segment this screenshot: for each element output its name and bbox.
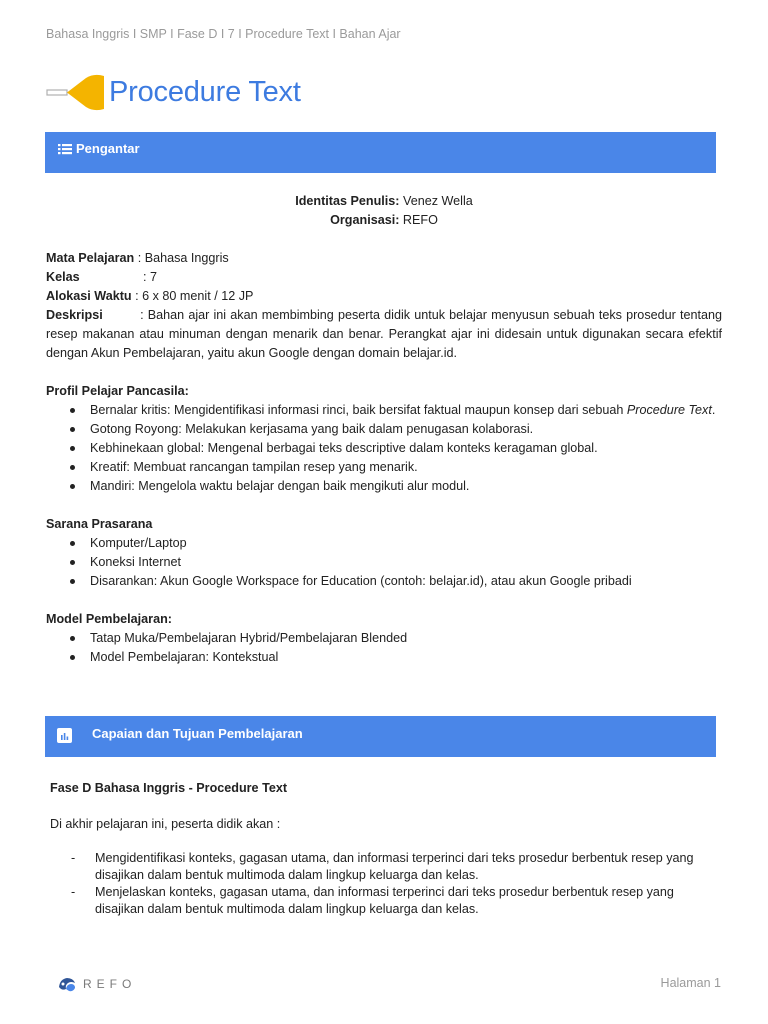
org-label: Organisasi:: [330, 213, 400, 227]
alokasi-value: : 6 x 80 menit / 12 JP: [131, 289, 254, 303]
profil-item-text: Bernalar kritis: Mengidentifikasi informasi rinci, baik bersifat faktual maupun konsep dari sebuah: [90, 403, 627, 417]
sarana-heading-text: Sarana Prasarana: [46, 517, 153, 531]
profil-heading-text: Profil Pelajar Pancasila:: [46, 384, 189, 398]
mapel-value: : Bahasa Inggris: [134, 251, 229, 265]
author-value: Venez Wella: [399, 194, 473, 208]
deskripsi-value: : Bahan ajar ini akan membimbing peserta didik untuk belajar menyusun sebuah teks prosedur tentang resep makanan atau minuman dengan menarik dan benar. Perangkat ajar ini didesain untuk digunakan secara efektif dengan Akun Pembelajaran, yaitu akun Google dengan domain belajar.id.: [46, 308, 722, 360]
model-list: [46, 629, 722, 667]
profil-list: [46, 401, 722, 496]
pengantar-content: [46, 192, 722, 667]
author-label: Identitas Penulis:: [295, 194, 400, 208]
kelas-value: : 7: [143, 270, 158, 284]
org-value: REFO: [399, 213, 438, 227]
deskripsi-label: Deskripsi: [46, 308, 103, 322]
profil-heading: [46, 382, 722, 401]
list-item: - Mengidentifikasi konteks, gagasan utama, dan informasi terperinci dari teks prosedur berbentuk resep yang disajikan dalam bentuk multimoda dalam lingkup keluarga dan kelas.: [50, 850, 722, 884]
fase-heading-text: Fase D Bahasa Inggris - Procedure Text: [50, 781, 288, 795]
list-icon: [58, 143, 72, 155]
footer-logo: [57, 975, 136, 993]
footer-logo-text: REFO: [83, 977, 137, 991]
profil-item-italic: Procedure Text: [626, 403, 712, 417]
model-heading-text: Model Pembelajaran:: [46, 612, 172, 626]
goals-list: [50, 850, 722, 918]
section-title-capaian: Capaian dan Tujuan Pembelajaran: [92, 726, 303, 741]
pencil-icon: [46, 70, 108, 114]
list-item: Gotong Royong: Melakukan kerjasama yang baik dalam penugasan kolaborasi.: [46, 420, 722, 439]
mapel-label: Mata Pelajaran: [46, 251, 135, 265]
intro-text: Di akhir pelajaran ini, peserta didik akan :: [50, 817, 281, 831]
bar-chart-icon: [57, 728, 72, 743]
list-item: Koneksi Internet: [46, 553, 722, 572]
list-item: Kreatif: Membuat rancangan tampilan resep yang menarik.: [46, 458, 722, 477]
list-item: Komputer/Laptop: [46, 534, 722, 553]
list-item: - Menjelaskan konteks, gagasan utama, dan informasi terperinci dari teks prosedur berbentuk resep yang disajikan dalam bentuk multimoda dalam lingkup keluarga dan kelas.: [50, 884, 722, 918]
refo-logo-icon: [57, 975, 77, 993]
list-item: Kebhinekaan global: Mengenal berbagai teks descriptive dalam konteks keragaman global.: [46, 439, 722, 458]
org-line: [46, 211, 722, 230]
kelas-label: Kelas: [46, 270, 80, 284]
alokasi-label: Alokasi Waktu: [46, 289, 132, 303]
list-item: Model Pembelajaran: Kontekstual: [46, 648, 722, 667]
kelas-line: [46, 268, 722, 287]
author-line: [46, 192, 722, 211]
sarana-list: [46, 534, 722, 591]
deskripsi-line: [46, 306, 722, 363]
list-item: [46, 401, 722, 420]
section-title-pengantar: Pengantar: [76, 141, 140, 156]
section-bar-pengantar: [45, 132, 716, 173]
fase-heading: [50, 780, 722, 797]
page-number: Halaman 1: [660, 976, 721, 990]
list-item: Mandiri: Mengelola waktu belajar dengan baik mengikuti alur modul.: [46, 477, 722, 496]
profil-item-end: .: [711, 403, 716, 417]
alokasi-line: [46, 287, 722, 306]
title-row: [46, 70, 301, 114]
page-header-breadcrumb: Bahasa Inggris I SMP I Fase D I 7 I Procedure Text I Bahan Ajar: [46, 27, 401, 41]
page-title: Procedure Text: [109, 75, 301, 108]
list-item: Tatap Muka/Pembelajaran Hybrid/Pembelajaran Blended: [46, 629, 722, 648]
list-item: Disarankan: Akun Google Workspace for Education (contoh: belajar.id), atau akun Google pribadi: [46, 572, 722, 591]
model-heading: [46, 610, 722, 629]
mapel-line: [46, 249, 722, 268]
capaian-content: [50, 780, 722, 918]
sarana-heading: [46, 515, 722, 534]
section-bar-capaian: [45, 716, 716, 757]
